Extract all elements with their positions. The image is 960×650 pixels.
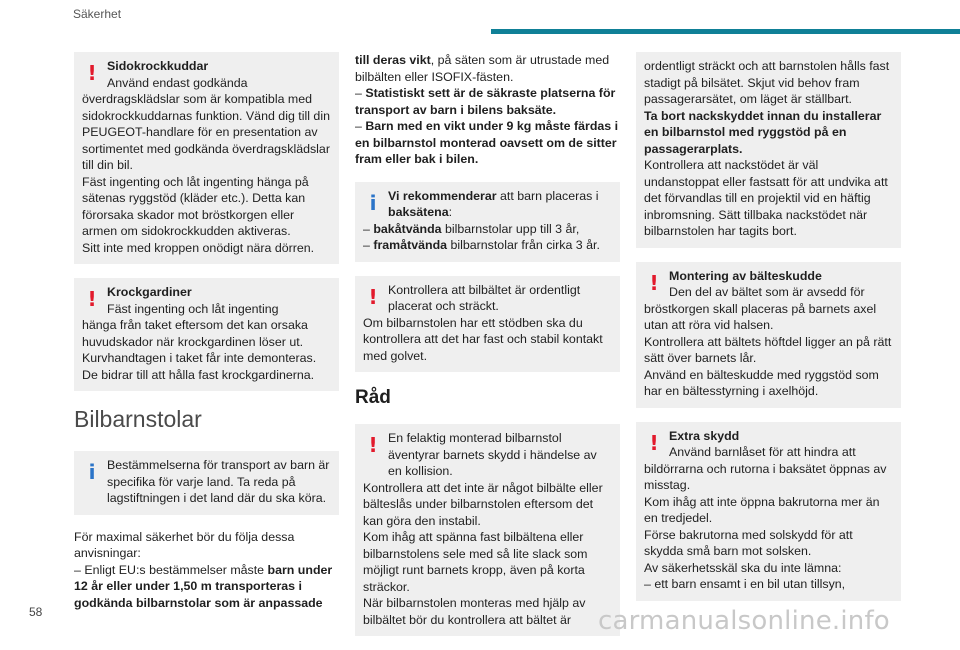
- warning-box-belt-check: [355, 276, 620, 373]
- info-box-recommendation: i Vi rekommenderar att barn placeras i baksätena: – bakåtvända bilbarnstolar upp till 3 år, – framåtvända bilbarnstolar från cirka 3 år.: [355, 182, 620, 262]
- box-text: Av säkerhetsskäl ska du inte lämna:: [644, 560, 842, 575]
- column-right: [636, 52, 901, 615]
- bullet-item: – Enligt EU:s bestämmelser måste barn under 12 år eller under 1,50 m transporteras i godkända bilbarnstolar som är anpassade: [74, 562, 333, 610]
- box-text: Kontrollera att det inte är något bilbälte eller bälteslås under bilbarnstolen eftersom det kan göra den instabil.: [363, 480, 603, 528]
- box-text: Förse bakrutorna med solskydd för att skydda små barn mot solsken.: [644, 527, 853, 558]
- box-text: Kom ihåg att spänna fast bilbältena eller bilbarnstolens sele med så lite slack som möjligt runt barnets kropp, även på korta sträckor.: [363, 530, 588, 594]
- info-icon: i: [369, 190, 377, 215]
- box-first-line: Den del av bältet som är avsedd för: [669, 285, 865, 299]
- warning-box-side-airbags: [74, 52, 339, 264]
- header-accent-bar: [491, 29, 960, 34]
- box-text: Sitt inte med kroppen onödigt nära dörren.: [82, 240, 315, 255]
- bullet-item: – Statistiskt sett är de säkraste platserna för transport av barn i bilens baksäte.: [355, 86, 616, 117]
- box-first-line: Kontrollera att bilbältet är ordentligt placerat och sträckt.: [388, 282, 581, 313]
- warning-exclamation-icon: !: [649, 270, 659, 295]
- warning-exclamation-icon: !: [368, 284, 378, 309]
- info-icon: i: [88, 460, 96, 484]
- box-title: Sidokrockkuddar: [107, 59, 209, 73]
- box-text: När bilbarnstolen monteras med hjälp av bilbältet bör du kontrollera att bältet är: [363, 596, 586, 627]
- box-text: bildörrarna och rutorna i baksätet öppnas av misstag.: [644, 461, 887, 492]
- box-text: bröstkorgen skall placeras på barnets axel utan att röra vid halsen.: [644, 301, 877, 332]
- box-text: – ett barn ensamt i en bil utan tillsyn,: [644, 577, 846, 591]
- warning-exclamation-icon: !: [368, 433, 378, 457]
- warning-exclamation-icon: !: [87, 61, 97, 85]
- page-number: 58: [29, 605, 43, 619]
- box-text: hänga från taket eftersom det kan orsaka huvudskador när krockgardinen löser ut. Kurvhandtagen i taket får inte demonteras. De bidrar till att hålla fast krockgardinerna.: [82, 318, 317, 382]
- bullet-item: – Barn med en vikt under 9 kg måste färdas i en bilbarnstol monterad oavsett om de sitter fram eller bak i bilen.: [355, 119, 619, 166]
- list-item: – bakåtvända bilbarnstolar upp till 3 år,: [363, 221, 580, 236]
- continued-paragraph: till deras vikt, på säten som är utrustade med bilbälten eller ISOFIX-fästen.: [355, 53, 610, 84]
- warning-box-booster-cushion: [636, 262, 901, 408]
- box-text: Kom ihåg att inte öppna bakrutorna mer än en tredjedel.: [644, 494, 880, 525]
- watermark: carmanualsonline.info: [598, 606, 890, 636]
- intro-paragraph: För maximal säkerhet bör du följa dessa anvisningar:: [74, 529, 295, 560]
- box-title: Krockgardiner: [107, 285, 192, 299]
- box-title: Extra skydd: [669, 428, 740, 443]
- warning-exclamation-icon: !: [87, 287, 97, 311]
- warning-exclamation-icon: !: [649, 430, 659, 455]
- info-box-regulations: [74, 451, 339, 515]
- box-first-line: Fäst ingenting och låt ingenting: [107, 301, 279, 316]
- box-first-line: En felaktig monterad bilbarnstol äventyrar barnets skydd i händelse av en kollision.: [388, 431, 597, 478]
- box-text: Använd en bälteskudde med ryggstöd som har en bältesstyrning i axelhöjd.: [644, 367, 879, 398]
- box-text: Om bilbarnstolen har ett stödben ska du kontrollera att det har fast och stabil kontakt med golvet.: [363, 315, 603, 363]
- box-title: Montering av bälteskudde: [669, 268, 822, 283]
- box-first-line: Använd barnlåset för att hindra att: [669, 445, 856, 459]
- section-title: Bilbarnstolar: [74, 406, 202, 432]
- warning-box-advice: [355, 424, 620, 636]
- box-text: Kontrollera att nackstödet är väl undanstoppat eller fastsatt för att undvika att det förvandlas till en projektil vid en häftig inbromsning. Sätt tillbaka nackstödet när bilbarnstolen har tagits bort.: [644, 158, 888, 238]
- box-text: Bestämmelserna för transport av barn är specifika för varje land. Ta reda på lagstiftningen i det land där du ska köra.: [107, 458, 330, 505]
- header-title: Säkerhet: [73, 7, 122, 21]
- box-text: Fäst ingenting och låt ingenting hänga på sätenas ryggstöd (kläder etc.). Detta kan förorsaka skador mot bröstkorgen eller armen om sidokrockkudden aktiveras.: [82, 174, 309, 238]
- box-text: ordentligt sträckt och att barnstolen hålls fast stadigt på bilsätet. Skjut vid behov fram passagerarsätet, om läget är ställbart.: [644, 59, 890, 106]
- box-first-line: Använd endast godkända: [107, 75, 248, 90]
- box-bold-text: Ta bort nackskyddet innan du installerar en bilbarnstol med ryggstöd på en passagerarplats.: [644, 108, 882, 156]
- column-left: [74, 52, 339, 611]
- box-text: överdragsklädslar som är kompatibla med sidokrockkuddarnas funktion. Vänd dig till din PEUGEOT-handlare för en presentation av sortimentet med godkända överdragsklädslar till din bil.: [82, 92, 330, 172]
- column-middle: [355, 52, 620, 650]
- warning-box-headrest-continued: [636, 52, 901, 248]
- subsection-title-advice: Råd: [355, 387, 391, 408]
- warning-box-extra-protection: [636, 422, 901, 601]
- box-text: Kontrollera att bältets höftdel ligger an på rätt sätt över barnets lår.: [644, 334, 892, 365]
- list-item: – framåtvända bilbarnstolar från cirka 3 år.: [363, 238, 600, 252]
- warning-box-curtain-airbags: [74, 278, 339, 391]
